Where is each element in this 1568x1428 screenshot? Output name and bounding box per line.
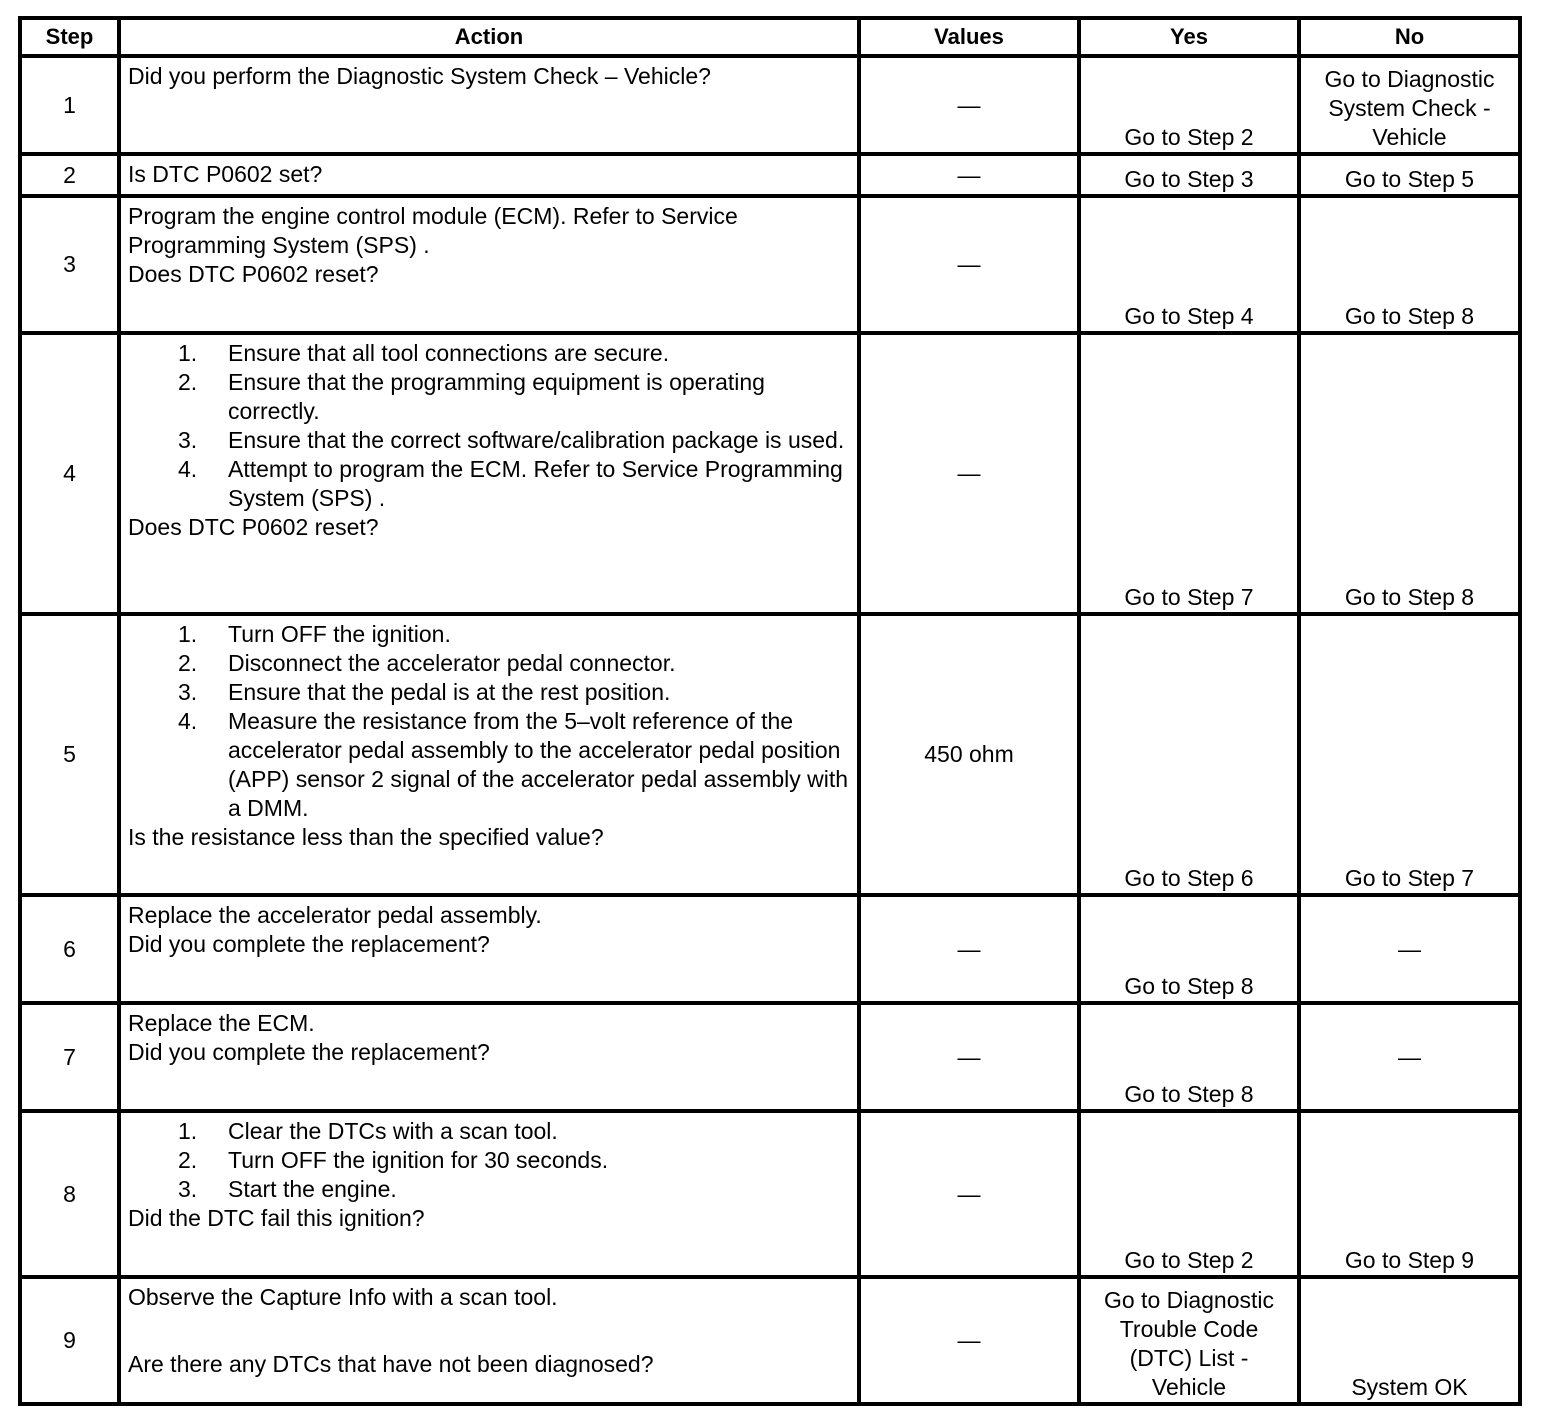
list-item [128,339,849,368]
table-row [20,196,1520,333]
action-text: Replace the ECM. [128,1010,315,1036]
no-cell: Go to Step 8 [1299,196,1520,333]
table-row [20,1111,1520,1277]
action-cell [119,614,859,895]
header-row [20,18,1520,56]
list-item [128,649,849,678]
header-values: Values [859,18,1079,56]
header-yes: Yes [1079,18,1299,56]
action-question: Does DTC P0602 reset? [128,261,379,287]
yes-cell: Go to Step 2 [1079,56,1299,154]
value-cell: — [859,895,1079,1003]
yes-cell: Go to Step 2 [1079,1111,1299,1277]
value-cell: — [859,154,1079,196]
action-text: Observe the Capture Info with a scan tool. [128,1284,558,1310]
action-cell [119,56,859,154]
step-number: 9 [20,1277,119,1404]
item-text: Ensure that the programming equipment is operating correctly. [228,369,765,424]
step-number: 4 [20,333,119,614]
list-item [128,368,849,426]
list-item [128,1146,849,1175]
yes-cell: Go to Diagnostic Trouble Code (DTC) List - Vehicle [1079,1277,1299,1404]
header-action: Action [119,18,859,56]
yes-cell: Go to Step 8 [1079,1003,1299,1111]
item-text: Ensure that all tool connections are secure. [228,340,670,366]
header-no: No [1299,18,1520,56]
item-number: 1. [178,340,198,366]
item-number: 2. [178,650,198,676]
no-cell: Go to Step 5 [1299,154,1520,196]
table-row [20,614,1520,895]
list-item [128,426,849,455]
no-cell: — [1299,1003,1520,1111]
table-row [20,56,1520,154]
item-text: Attempt to program the ECM. Refer to Service Programming System (SPS) . [228,456,843,511]
item-number: 1. [178,621,198,647]
yes-cell: Go to Step 4 [1079,196,1299,333]
step-number: 8 [20,1111,119,1277]
action-text: Replace the accelerator pedal assembly. [128,902,542,928]
action-text: Program the engine control module (ECM). Refer to Service Programming System (SPS) . [128,203,738,258]
yes-cell: Go to Step 8 [1079,895,1299,1003]
item-text: Turn OFF the ignition. [228,621,451,647]
item-text: Ensure that the correct software/calibration package is used. [228,427,845,453]
item-text: Measure the resistance from the 5–volt reference of the accelerator pedal assembly to the accelerator pedal position (APP) sensor 2 signal of the accelerator pedal assembly with a DMM. [228,708,849,821]
value-cell: 450 ohm [859,614,1079,895]
no-cell: Go to Diagnostic System Check - Vehicle [1299,56,1520,154]
item-number: 2. [178,369,198,395]
list-item [128,620,849,649]
no-cell: Go to Step 7 [1299,614,1520,895]
action-text: Is DTC P0602 set? [128,161,323,187]
table-row [20,1003,1520,1111]
action-question: Did the DTC fail this ignition? [128,1205,425,1231]
action-cell [119,1277,859,1404]
item-number: 1. [178,1118,198,1144]
item-text: Ensure that the pedal is at the rest position. [228,679,671,705]
table-row [20,895,1520,1003]
value-cell: — [859,56,1079,154]
yes-cell: Go to Step 7 [1079,333,1299,614]
procedure-list [128,620,849,823]
item-number: 4. [178,456,198,482]
step-number: 1 [20,56,119,154]
value-cell: — [859,196,1079,333]
value-cell: — [859,1111,1079,1277]
diagnostic-table [18,16,1522,1406]
list-item [128,678,849,707]
step-number: 3 [20,196,119,333]
value-cell: — [859,333,1079,614]
item-text: Turn OFF the ignition for 30 seconds. [228,1147,609,1173]
item-text: Clear the DTCs with a scan tool. [228,1118,558,1144]
procedure-list [128,339,849,513]
action-cell [119,154,859,196]
no-cell: — [1299,895,1520,1003]
item-number: 4. [178,708,198,734]
action-cell [119,1111,859,1277]
action-question: Is the resistance less than the specified value? [128,824,604,850]
action-question: Did you complete the replacement? [128,1039,490,1065]
action-cell [119,333,859,614]
yes-cell: Go to Step 6 [1079,614,1299,895]
action-text: Did you perform the Diagnostic System Check – Vehicle? [128,63,711,89]
item-text: Disconnect the accelerator pedal connector. [228,650,676,676]
item-number: 3. [178,679,198,705]
action-question: Did you complete the replacement? [128,931,490,957]
step-number: 6 [20,895,119,1003]
item-number: 3. [178,1176,198,1202]
table-row [20,333,1520,614]
item-text: Start the engine. [228,1176,397,1202]
item-number: 2. [178,1147,198,1173]
action-cell [119,895,859,1003]
yes-cell: Go to Step 3 [1079,154,1299,196]
table-row [20,154,1520,196]
step-number: 2 [20,154,119,196]
value-cell: — [859,1277,1079,1404]
no-cell: Go to Step 8 [1299,333,1520,614]
no-cell: System OK [1299,1277,1520,1404]
list-item [128,1175,849,1204]
step-number: 7 [20,1003,119,1111]
action-cell [119,196,859,333]
action-question: Does DTC P0602 reset? [128,514,379,540]
list-item [128,707,849,823]
action-question: Are there any DTCs that have not been diagnosed? [128,1351,654,1377]
action-cell [119,1003,859,1111]
value-cell: — [859,1003,1079,1111]
list-item [128,455,849,513]
no-cell: Go to Step 9 [1299,1111,1520,1277]
procedure-list [128,1117,849,1204]
list-item [128,1117,849,1146]
header-step: Step [20,18,119,56]
table-row [20,1277,1520,1404]
step-number: 5 [20,614,119,895]
item-number: 3. [178,427,198,453]
